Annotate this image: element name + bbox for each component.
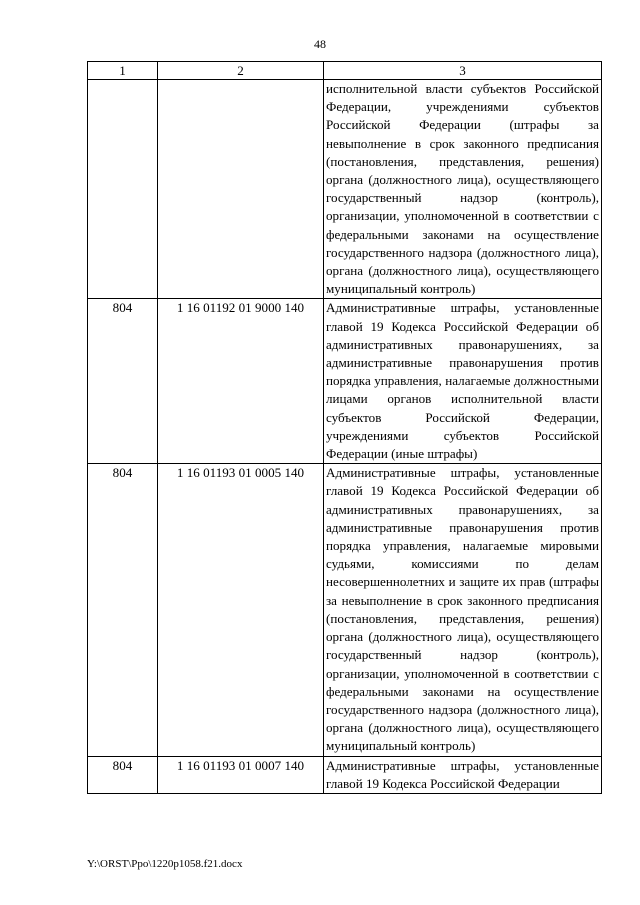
table-row [88, 299, 602, 464]
kbk-code-cell: 1 16 01193 01 0007 140 [158, 756, 324, 793]
description-cell: исполнительной власти субъектов Российской Федерации, учреждениями субъектов Российской Федерации (штрафы за невыполнение в срок законного предписания (постановления, представления, решения) органа (должностного лица), осуществляющего государственный надзор (контроль), организации, уполномоченной в соответствии с федеральными законами на осуществление государственного надзора (должностного лица), органа (должностного лица), осуществляющего муниципальный контроль) [324, 80, 602, 299]
column-header-2: 2 [158, 62, 324, 80]
column-header-3: 3 [324, 62, 602, 80]
kbk-code-cell: 1 16 01192 01 9000 140 [158, 299, 324, 464]
admin-code-cell: 804 [88, 756, 158, 793]
kbk-code-cell: 1 16 01193 01 0005 140 [158, 464, 324, 756]
description-cell: Административные штрафы, установленные главой 19 Кодекса Российской Федерации об административных правонарушениях, за административные правонарушения против порядка управления, налагаемые должностными лицами органов исполнительной власти субъектов Российской Федерации, учреждениями субъектов Российской Федерации (иные штрафы) [324, 299, 602, 464]
description-cell: Административные штрафы, установленные главой 19 Кодекса Российской Федерации об административных правонарушениях, за административные правонарушения против порядка управления, налагаемые мировыми судьями, комиссиями по делам несовершеннолетних и защите их прав (штрафы за невыполнение в срок законного предписания (постановления, представления, решения) органа (должностного лица), осуществляющего государственный надзор (контроль), организации, уполномоченной в соответствии с федеральными законами на осуществление государственного надзора (должностного лица), органа (должностного лица), осуществляющего муниципальный контроль) [324, 464, 602, 756]
table-row [88, 464, 602, 756]
table-header-row [88, 62, 602, 80]
table-row [88, 80, 602, 299]
admin-code-cell [88, 80, 158, 299]
budget-codes-table [87, 61, 602, 794]
table-row [88, 756, 602, 793]
description-cell: Административные штрафы, установленные главой 19 Кодекса Российской Федерации [324, 756, 602, 793]
page-number: 48 [314, 37, 326, 51]
footer-file-path: Y:\ORST\Ppo\1220p1058.f21.docx [87, 858, 243, 870]
admin-code-cell: 804 [88, 464, 158, 756]
kbk-code-cell [158, 80, 324, 299]
column-header-1: 1 [88, 62, 158, 80]
admin-code-cell: 804 [88, 299, 158, 464]
